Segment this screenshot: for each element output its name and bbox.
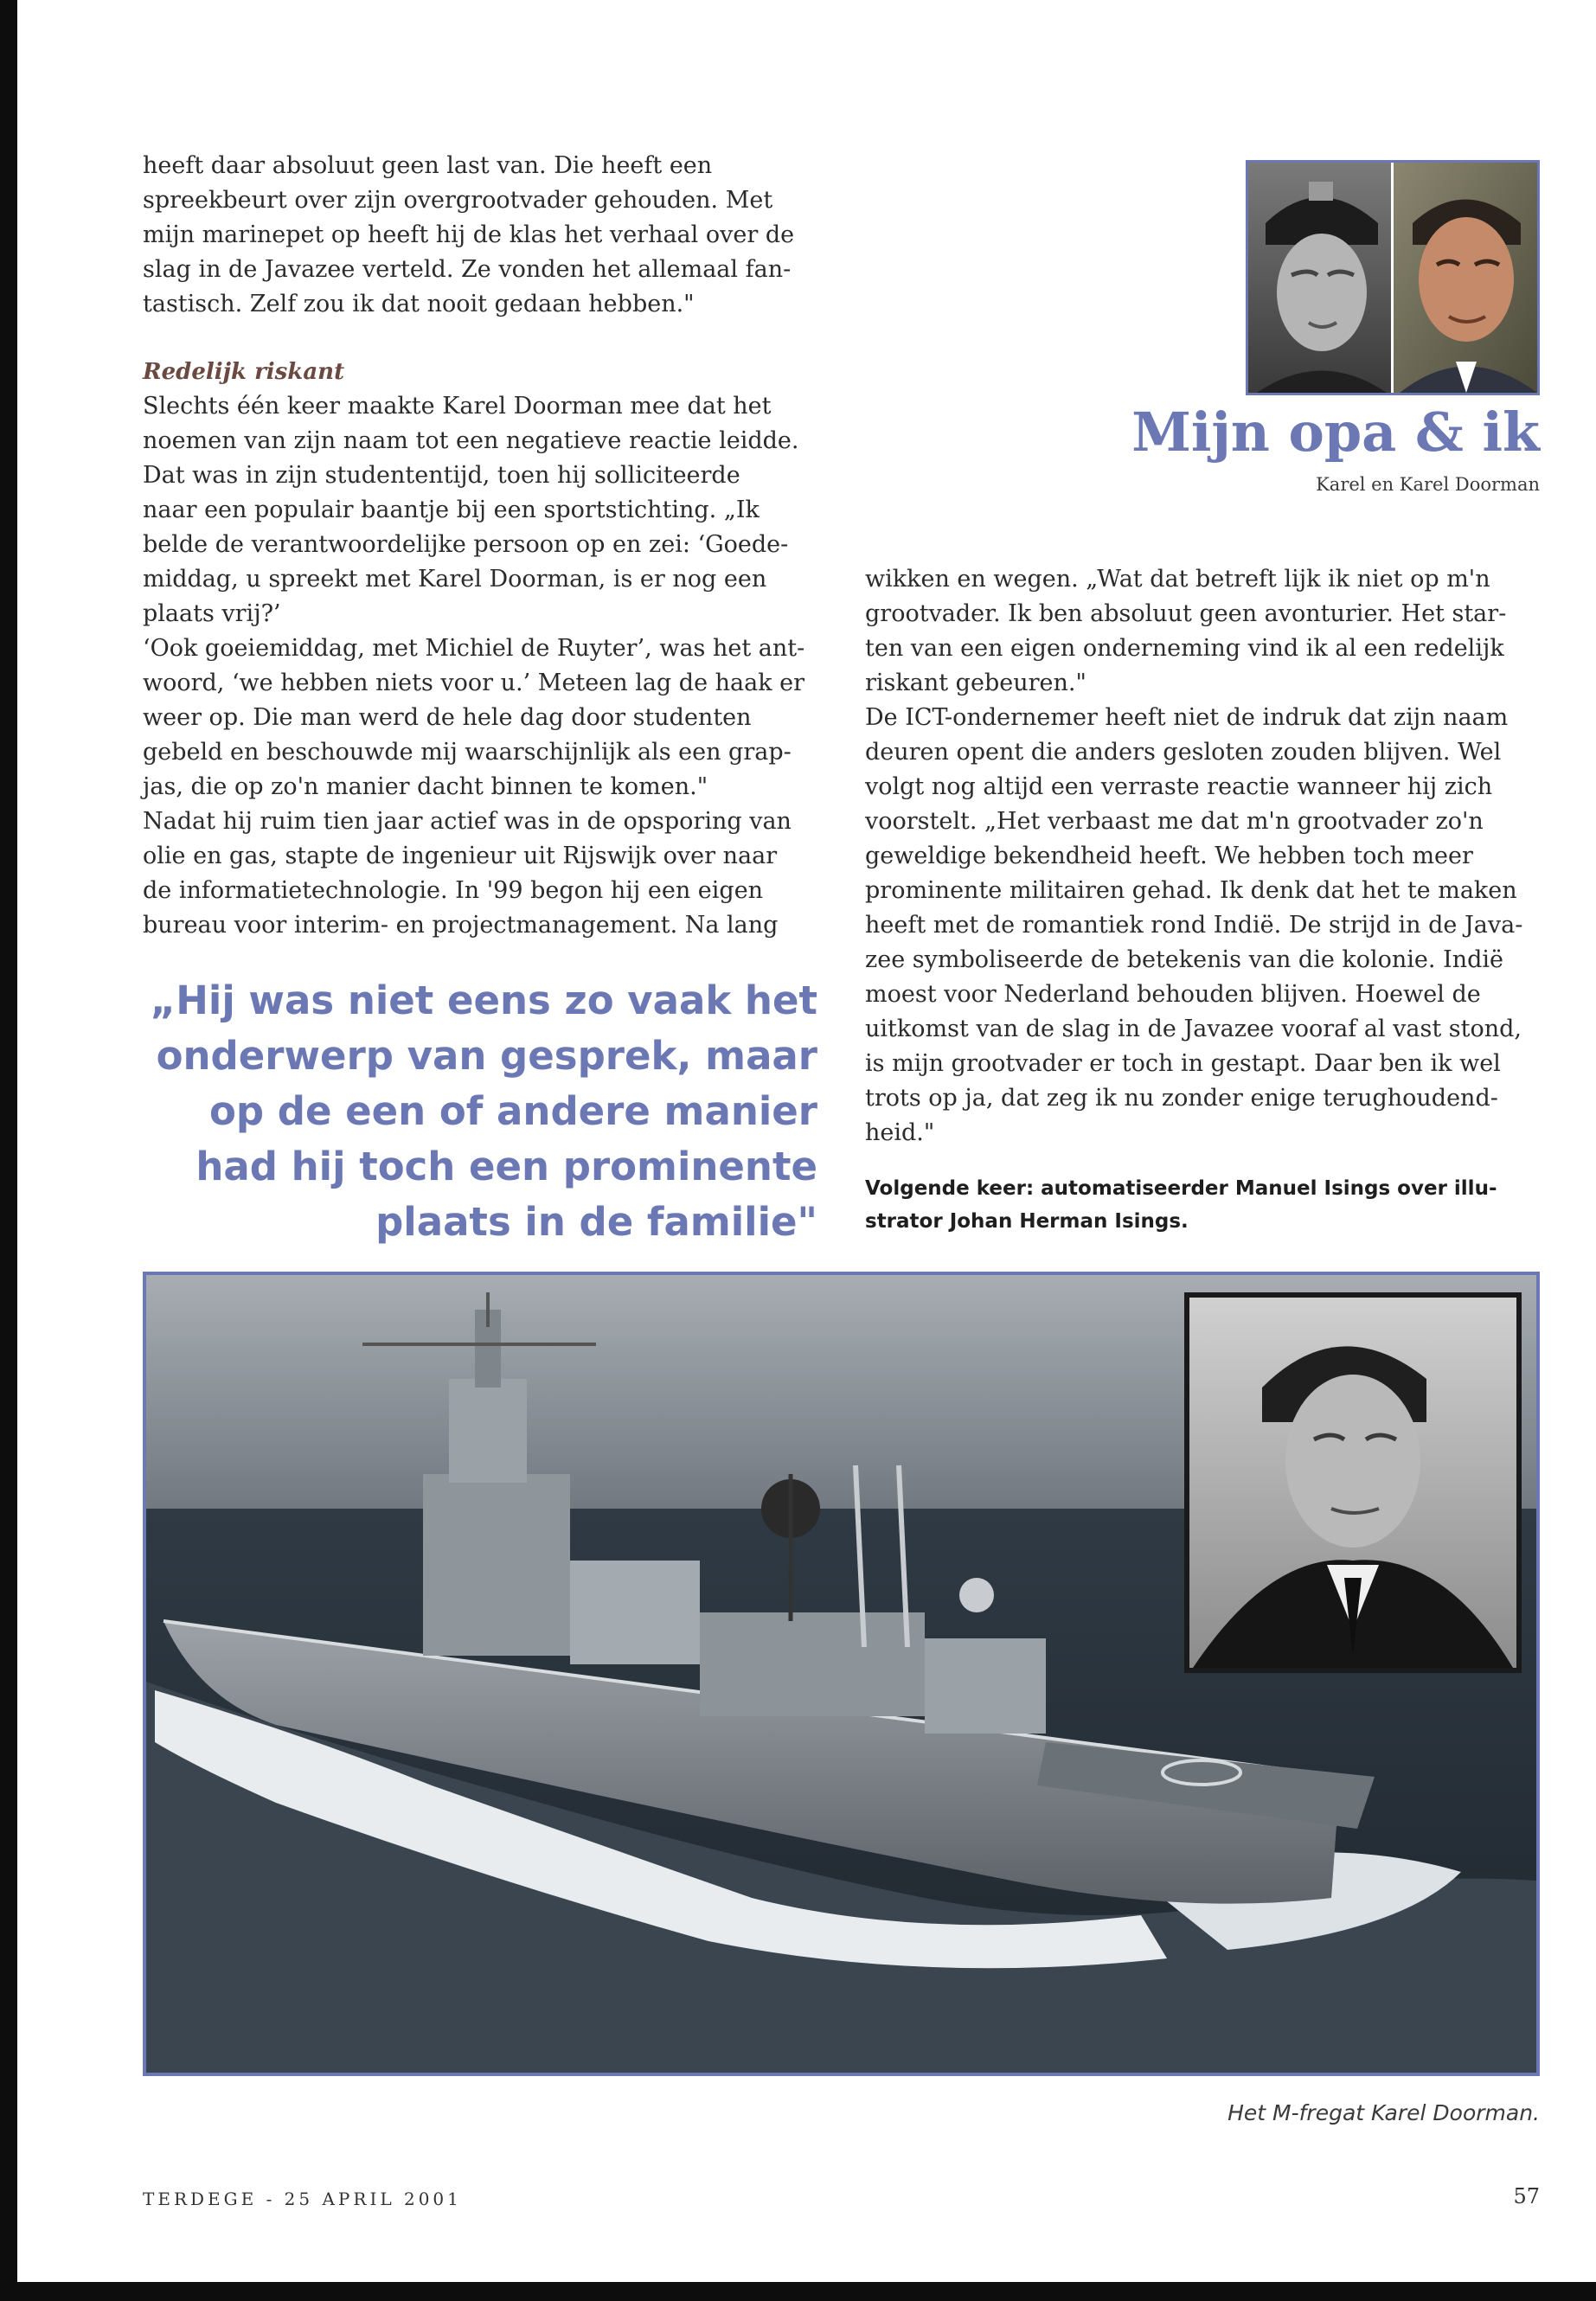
frigate-photo [143,1272,1540,2076]
text-line: moest voor Nederland behouden blijven. Hoewel de [865,981,1481,1008]
subheading: Redelijk riskant [143,359,345,385]
text-line: bureau voor interim- en projectmanagement. Na lang [143,912,779,939]
portraits-illustration [1248,163,1537,393]
pull-quote-line: had hij toch een prominente [195,1144,817,1189]
text-line: uitkomst van de slag in de Javazee vooraf al vast stond, [865,1016,1522,1042]
text-line: slag in de Javazee verteld. Ze vonden het allemaal fan- [143,256,792,283]
text-line: heeft met de romantiek rond Indië. De strijd in de Java- [865,912,1523,939]
text-line: heid." [865,1119,935,1146]
text-line: jas, die op zo'n manier dacht binnen te komen." [143,773,708,800]
text-line: heeft daar absoluut geen last van. Die heeft een [143,152,713,179]
text-line: zee symboliseerde de betekenis van die kolonie. Indië [865,946,1504,973]
text-line: Nadat hij ruim tien jaar actief was in de opsporing van [143,808,792,835]
text-line: Slechts één keer maakte Karel Doorman mee dat het [143,393,772,420]
pull-quote-line: onderwerp van gesprek, maar [156,1033,817,1079]
text-line: olie en gas, stapte de ingenieur uit Rijswijk over naar [143,843,778,869]
publication-footer: TERDEGE - 25 APRIL 2001 [143,2189,462,2209]
scan-edge-left [0,0,17,2301]
next-episode-line: Volgende keer: automatiseerder Manuel Isings over illu- [865,1177,1497,1200]
text-line: mijn marinepet op heeft hij de klas het verhaal over de [143,221,795,248]
text-line: is mijn grootvader er toch in gestapt. Daar ben ik wel [865,1050,1501,1077]
text-line: wikken en wegen. „Wat dat betreft lijk ik niet op m'n [865,566,1490,593]
text-line: naar een populair baantje bij een sportstichting. „Ik [143,497,760,523]
text-line: weer op. Die man werd de hele dag door studenten [143,704,752,731]
text-line: ten van een eigen onderneming vind ik al een redelijk [865,635,1504,662]
photo-caption: Het M-fregat Karel Doorman. [1227,2100,1540,2125]
text-line: deuren opent die anders gesloten zouden blijven. Wel [865,739,1502,766]
pull-quote-line: plaats in de familie" [375,1199,817,1245]
series-title: Mijn opa & ik [1131,401,1540,464]
text-line: Dat was in zijn studententijd, toen hij solliciteerde [143,462,740,489]
text-line: tastisch. Zelf zou ik dat nooit gedaan hebben." [143,291,695,317]
next-episode-line: strator Johan Herman Isings. [865,1210,1189,1233]
pull-quote-line: op de een of andere manier [208,1088,817,1134]
text-line: riskant gebeuren." [865,670,1086,696]
text-line: grootvader. Ik ben absoluut geen avonturier. Het star- [865,600,1507,627]
text-line: middag, u spreekt met Karel Doorman, is er nog een [143,566,767,593]
text-line: belde de verantwoordelijke persoon op en zei: ‘Goede- [143,531,789,558]
text-line: voorstelt. „Het verbaast me dat m'n grootvader zo'n [865,808,1484,835]
series-portraits [1246,160,1540,395]
text-line: gebeld en beschouwde mij waarschijnlijk als een grap- [143,739,792,766]
text-line: prominente militairen gehad. Ik denk dat het te maken [865,877,1517,904]
left-column-main [143,355,822,943]
text-line: noemen van zijn naam tot een negatieve reactie leidde. [143,427,799,454]
page-number: 57 [1513,2184,1540,2208]
text-line: woord, ‘we hebben niets voor u.’ Meteen lag de haak er [143,670,805,696]
frigate-illustration [146,1275,1536,2073]
next-episode-note [865,1172,1540,1238]
pull-quote-line: „Hij was niet eens zo vaak het [150,977,817,1023]
pull-quote [138,973,817,1250]
text-line: ‘Ook goeiemiddag, met Michiel de Ruyter’, was het ant- [143,635,805,662]
left-column-intro [143,149,822,322]
text-line: de informatietechnologie. In '99 begon hij een eigen [143,877,764,904]
text-line: geweldige bekendheid heeft. We hebben toch meer [865,843,1473,869]
right-column [865,562,1540,1150]
text-line: De ICT-ondernemer heeft niet de indruk dat zijn naam [865,704,1509,731]
series-subtitle: Karel en Karel Doorman [1316,474,1540,495]
scan-edge-bottom [0,2282,1596,2301]
text-line: volgt nog altijd een verraste reactie wanneer hij zich [865,773,1493,800]
text-line: trots op ja, dat zeg ik nu zonder enige terughoudend- [865,1085,1498,1112]
text-line: plaats vrij?’ [143,600,281,627]
text-line: spreekbeurt over zijn overgrootvader gehouden. Met [143,187,773,214]
